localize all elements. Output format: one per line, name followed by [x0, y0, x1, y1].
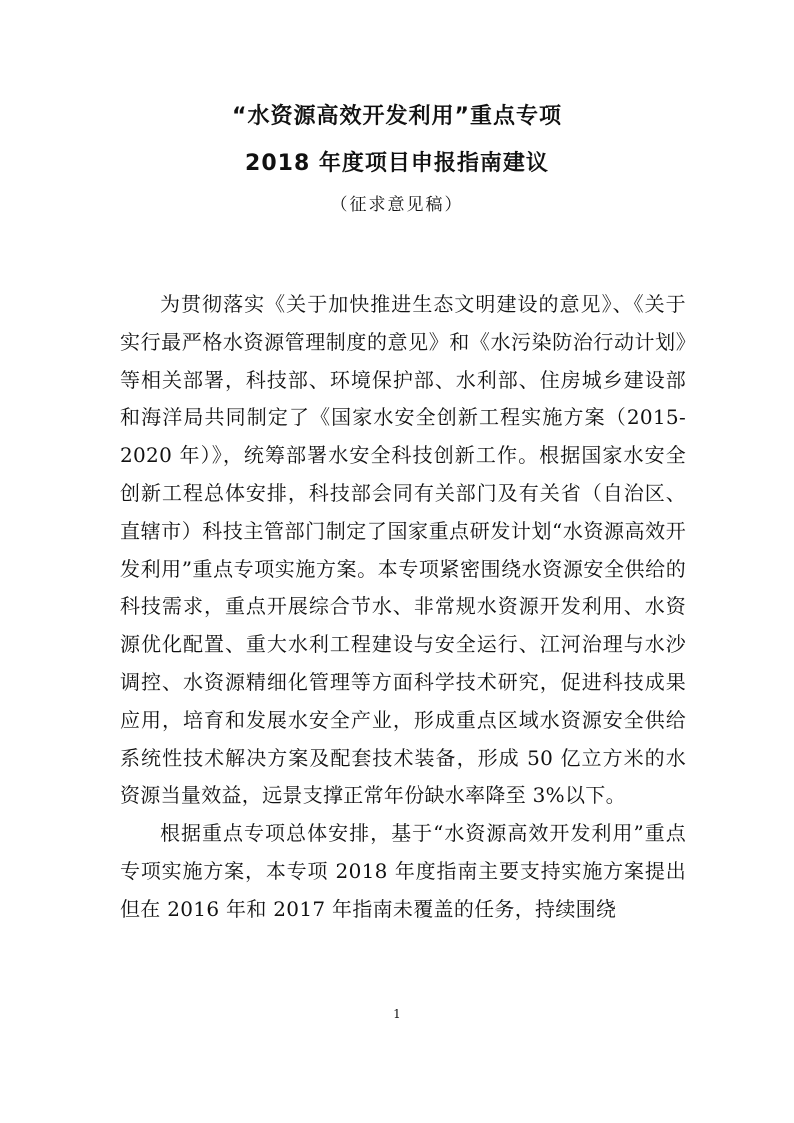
document-title-line-1: “水资源高效开发利用”重点专项: [232, 104, 562, 129]
body-paragraph-2: 根据重点专项总体安排，基于“水资源高效开发利用”重点专项实施方案，本专项 2018 年度指南主要支持实施方案提出但在 2016 年和 2017 年指南未覆盖的任务，持续围绕: [120, 821, 686, 921]
document-subtitle: （征求意见稿）: [330, 195, 464, 215]
body-paragraph-1: 为贯彻落实《关于加快推进生态文明建设的意见》、《关于实行最严格水资源管理制度的意见》和《水污染防治行动计划》等相关部署，科技部、环境保护部、水利部、住房城乡建设部和海洋局共同制定了《国家水安全创新工程实施方案（2015-2020 年）》，统筹部署水安全科技创新工作。根据国家水安全创新工程总体安排，科技部会同有关部门及有关省（自治区、直辖市）科技主管部门制定了国家重点研发计划“水资源高效开发利用”重点专项实施方案。本专项紧密围绕水资源安全供给的科技需求，重点开展综合节水、非常规水资源开发利用、水资源优化配置、重大水利工程建设与安全运行、江河治理与水沙调控、水资源精细化管理等方面科学技术研究，促进科技成果应用，培育和发展水安全产业，形成重点区域水资源安全供给系统性技术解决方案及配套技术装备，形成 50 亿立方米的水资源当量效益，远景支撑正常年份缺水率降至 3%以下。: [120, 292, 686, 808]
document-body: [120, 286, 686, 929]
page-number: 1: [393, 1007, 401, 1021]
document-title-line-2: 2018 年度项目申报指南建议: [245, 151, 549, 176]
